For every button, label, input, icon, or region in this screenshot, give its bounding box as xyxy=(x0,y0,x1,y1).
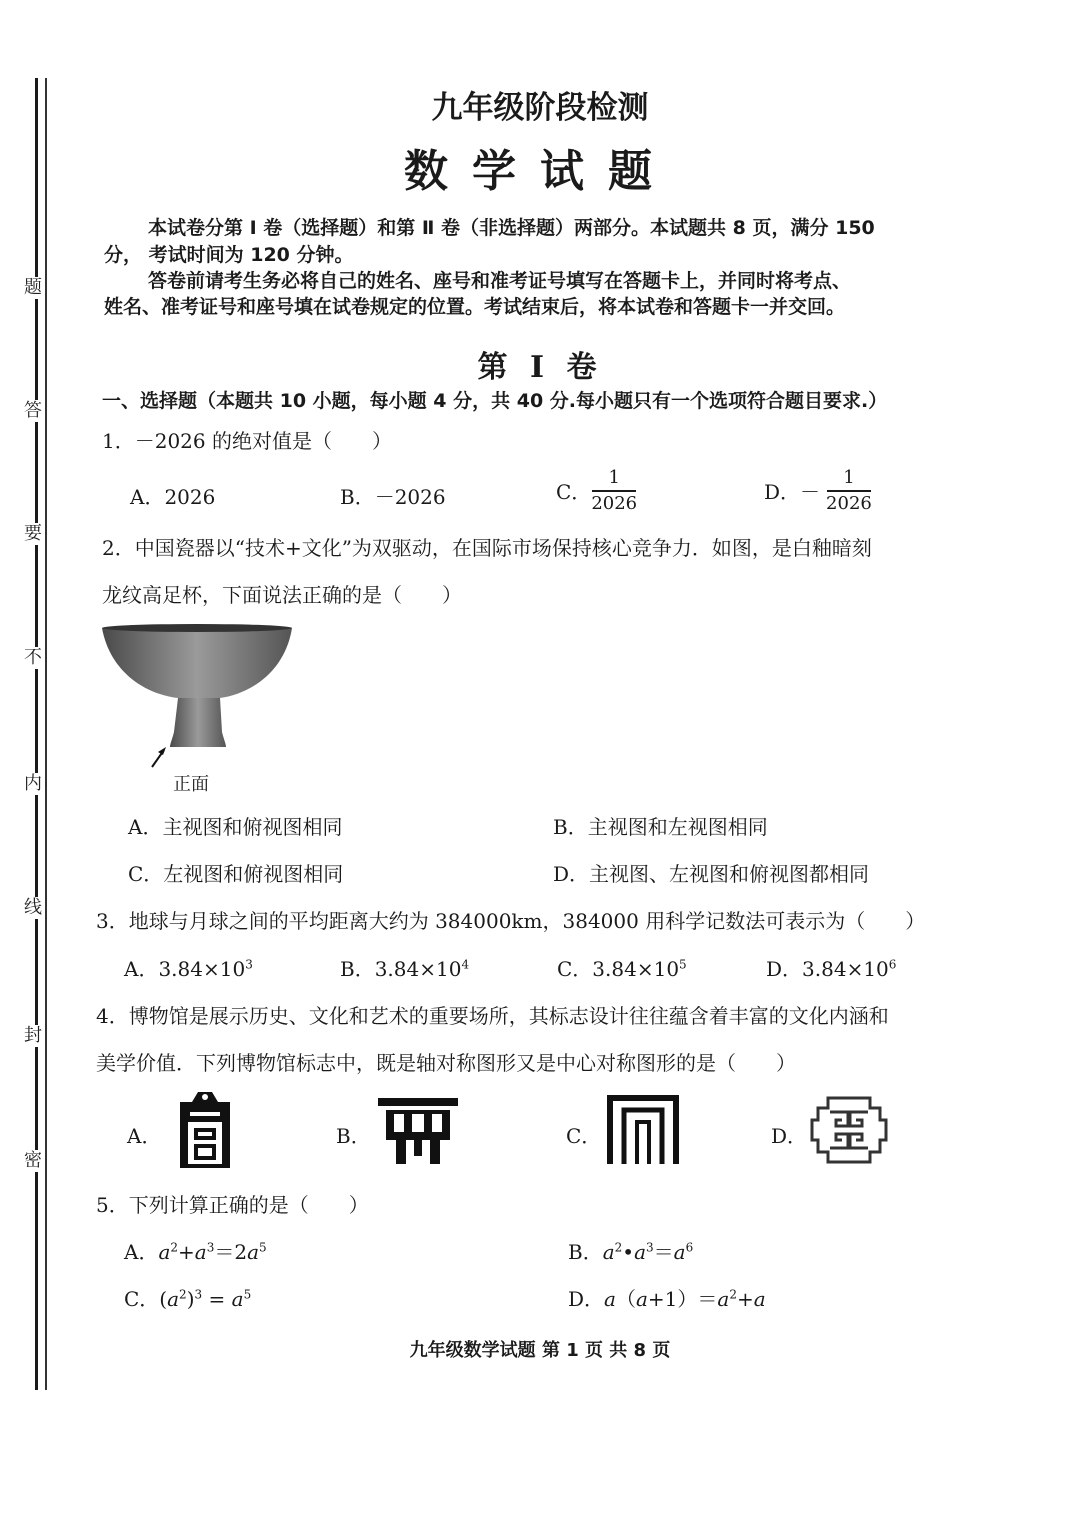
museum-logo-b xyxy=(376,1096,460,1166)
margin-seal-char: 内 xyxy=(24,773,42,794)
section-title: 第 Ⅰ 卷 xyxy=(477,350,603,385)
q5-option-d: D．$a(a+1)=a^2+a$ xyxy=(568,1287,766,1311)
option-text: B．3.84×10 xyxy=(340,957,462,981)
q3-option-d xyxy=(766,953,896,982)
denominator: 2026 xyxy=(826,492,872,514)
intro-line: 分， 考试时间为 120 分钟。 xyxy=(104,244,354,266)
q2-stem-line1: 2．中国瓷器以“技术+文化”为双驱动，在国际市场保持核心竞争力．如图，是白釉暗刻 xyxy=(102,536,872,560)
exponent: 3 xyxy=(245,957,253,972)
option-label: D．－ xyxy=(764,480,821,505)
exponent: 6 xyxy=(888,957,897,972)
margin-seal-char: 封 xyxy=(24,1025,42,1046)
option-text: D．3.84×10 xyxy=(766,957,889,981)
stem-cup-image xyxy=(100,622,300,772)
q4-option-a: A． xyxy=(127,1124,162,1148)
q5-option-a: A．$a^2+a^3=2a^5$ xyxy=(124,1240,267,1264)
denominator: 2026 xyxy=(591,492,638,514)
numerator: 1 xyxy=(843,467,855,488)
q3-option-b xyxy=(340,953,469,982)
exam-subject: 数学试题 xyxy=(404,146,676,197)
page-footer: 九年级数学试题 第 1 页 共 8 页 xyxy=(409,1340,671,1361)
q2-option-c: C．左视图和俯视图相同 xyxy=(128,862,344,886)
exponent: 5 xyxy=(679,957,687,972)
option-label: C． xyxy=(556,480,592,505)
q3-stem: 3．地球与月球之间的平均距离大约为 384000km，384000 用科学记数法可表示为（ ） xyxy=(96,909,926,933)
option-text: A．3.84×10 xyxy=(124,957,246,981)
q4-stem-line1: 4．博物馆是展示历史、文化和艺术的重要场所，其标志设计往往蕴含着丰富的文化内涵和 xyxy=(96,1004,889,1028)
margin-seal-char: 题 xyxy=(24,277,42,298)
q1-option-a: A．2026 xyxy=(130,485,216,509)
part-heading: 一、选择题（本题共 10 小题，每小题 4 分，共 40 分.每小题只有一个选项符合题目要求.） xyxy=(102,390,888,412)
margin-seal-char: 答 xyxy=(24,400,42,421)
margin-seal-char: 要 xyxy=(24,523,42,544)
q4-option-b: B． xyxy=(336,1124,371,1148)
option-text: C．3.84×10 xyxy=(557,957,680,981)
numerator: 1 xyxy=(608,467,620,488)
museum-logo-a xyxy=(172,1086,238,1170)
q1-option-c xyxy=(556,466,637,516)
intro-line: 答卷前请考生务必将自己的姓名、座号和准考证号填写在答题卡上，并同时将考点、 xyxy=(148,270,852,292)
fraction xyxy=(591,466,637,516)
q5-stem: 5．下列计算正确的是（ ） xyxy=(96,1193,369,1217)
binding-line-left xyxy=(35,78,38,1390)
q3-option-a xyxy=(124,953,253,982)
museum-logo-c xyxy=(606,1094,680,1166)
q4-option-d: D． xyxy=(771,1124,808,1148)
q1-option-b: B．－2026 xyxy=(340,485,446,509)
margin-seal-char: 密 xyxy=(24,1150,42,1171)
q1-stem: 1．－2026 的绝对值是（ ） xyxy=(102,429,392,453)
q4-stem-line2: 美学价值．下列博物馆标志中，既是轴对称图形又是中心对称图形的是（ ） xyxy=(96,1051,796,1075)
exponent: 4 xyxy=(461,957,470,972)
intro-line: 姓名、准考证号和座号填在试卷规定的位置。考试结束后，将本试卷和答题卡一并交回。 xyxy=(104,296,846,318)
museum-logo-d xyxy=(808,1094,890,1166)
q3-option-c xyxy=(557,953,687,982)
intro-line: 本试卷分第 Ⅰ 卷（选择题）和第 Ⅱ 卷（非选择题）两部分。本试题共 8 页，满分 150 xyxy=(148,217,875,239)
binding-line-right xyxy=(45,78,47,1390)
margin-seal-char: 线 xyxy=(24,897,42,918)
q5-option-c: C．$(a^2)^3 = a^5$ xyxy=(124,1287,252,1311)
q2-option-d: D．主视图、左视图和俯视图都相同 xyxy=(553,862,870,886)
exam-title: 九年级阶段检测 xyxy=(431,90,649,126)
margin-seal-char: 不 xyxy=(24,647,42,668)
q1-option-d xyxy=(764,466,872,516)
q2-image-caption: 正面 xyxy=(173,774,209,795)
fraction xyxy=(826,466,872,516)
q5-option-b: B．$a^2•a^3=a^6$ xyxy=(568,1240,694,1264)
q2-stem-line2: 龙纹高足杯，下面说法正确的是（ ） xyxy=(102,583,462,607)
q2-option-b: B．主视图和左视图相同 xyxy=(553,815,768,839)
q4-option-c: C． xyxy=(566,1124,602,1148)
q2-option-a: A．主视图和俯视图相同 xyxy=(128,815,343,839)
